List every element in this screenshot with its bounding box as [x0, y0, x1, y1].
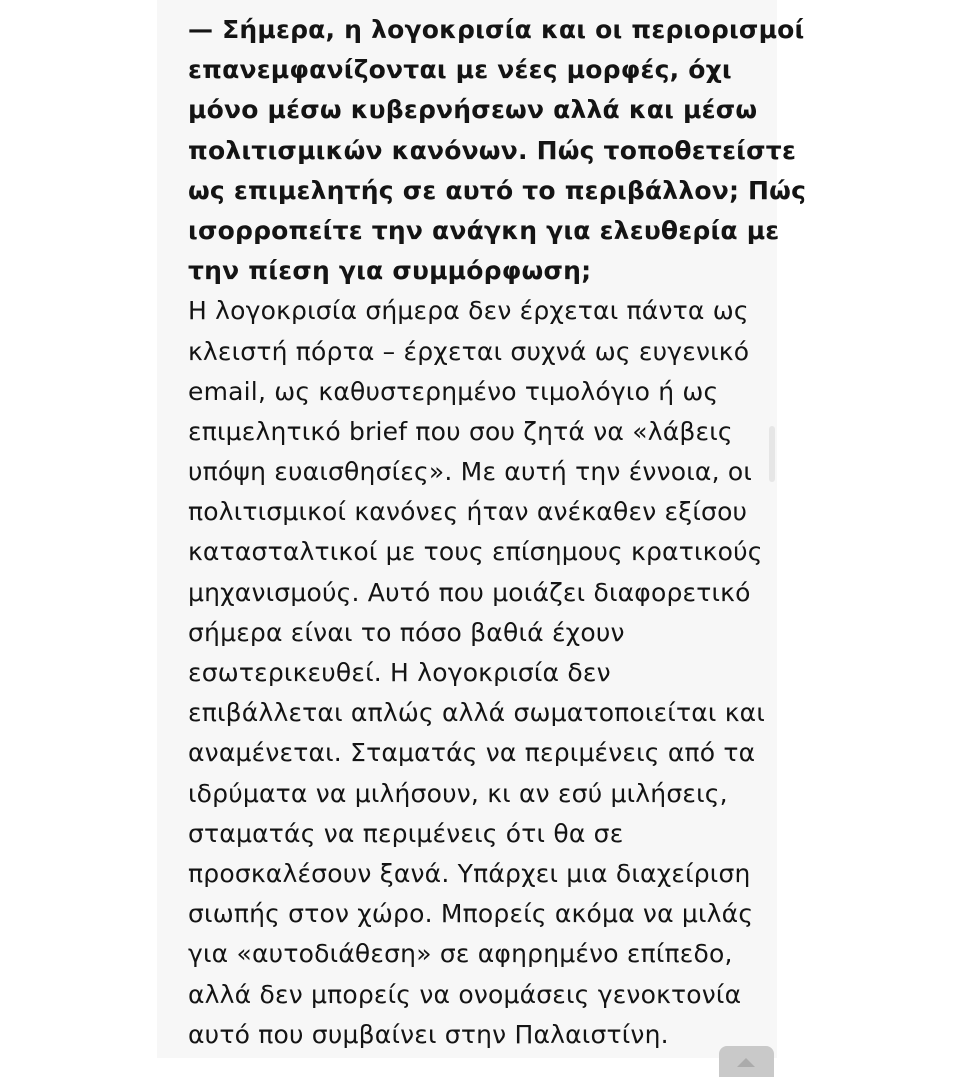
scrollbar-thumb[interactable] [769, 426, 775, 482]
question-line: επανεμφανίζονται με νέες μορφές, όχι [188, 55, 732, 85]
question-line: πολιτισμικών κανόνων. Πώς τοποθετείστε [188, 135, 797, 165]
answer-line: μηχανισμούς. Αυτό που μοιάζει διαφορετικό [188, 577, 751, 607]
answer-line: υπόψη ευαισθησίες». Με αυτή την έννοια, οι [188, 457, 753, 487]
article-text [188, 10, 807, 1055]
answer-line: Η λογοκρισία σήμερα δεν έρχεται πάντα ως [188, 296, 749, 326]
answer-line: επιμελητικό brief που σου ζητά να «λάβεις [188, 416, 733, 446]
answer-line: email, ως καθυστερημένο τιμολόγιο ή ως [188, 376, 719, 406]
answer-line: αλλά δεν μπορείς να ονομάσεις γενοκτονία [188, 979, 742, 1009]
answer-line: αυτό που συμβαίνει στην Παλαιστίνη. [188, 1019, 669, 1049]
answer-line: αναμένεται. Σταματάς να περιμένεις από τα [188, 738, 756, 768]
question-line: ως επιμελητής σε αυτό το περιβάλλον; Πώς [188, 175, 807, 205]
scroll-to-top-button[interactable] [719, 1046, 774, 1077]
answer-line: κλειστή πόρτα – έρχεται συχνά ως ευγενικό [188, 336, 750, 366]
interview-answer [188, 291, 768, 1055]
answer-line: σιωπής στον χώρο. Μπορείς ακόμα να μιλάς [188, 899, 754, 929]
question-line: ισορροπείτε την ανάγκη για ελευθερία με [188, 215, 780, 245]
answer-line: εσωτερικευθεί. Η λογοκρισία δεν [188, 658, 611, 687]
chevron-up-icon [737, 1058, 755, 1067]
question-line: μόνο μέσω κυβερνήσεων αλλά και μέσω [188, 95, 758, 125]
question-line: την πίεση για συμμόρφωση; [188, 256, 592, 286]
question-line: — Σήμερα, η λογοκρισία και οι περιορισμοί [188, 15, 805, 44]
answer-line: για «αυτοδιάθεση» σε αφηρημένο επίπεδο, [188, 939, 733, 969]
answer-line: σήμερα είναι το πόσο βαθιά έχουν [188, 617, 625, 647]
answer-line: επιβάλλεται απλώς αλλά σωματοποιείται και [188, 698, 765, 728]
answer-line: σταματάς να περιμένεις ότι θα σε [188, 818, 624, 848]
answer-line: κατασταλτικοί με τους επίσημους κρατικούς [188, 537, 763, 567]
answer-line: ιδρύματα να μιλήσουν, κι αν εσύ μιλήσεις, [188, 778, 728, 808]
answer-line: πολιτισμικοί κανόνες ήταν ανέκαθεν εξίσου [188, 497, 748, 527]
interview-question [188, 10, 807, 291]
answer-line: προσκαλέσουν ξανά. Υπάρχει μια διαχείριση [188, 858, 751, 888]
